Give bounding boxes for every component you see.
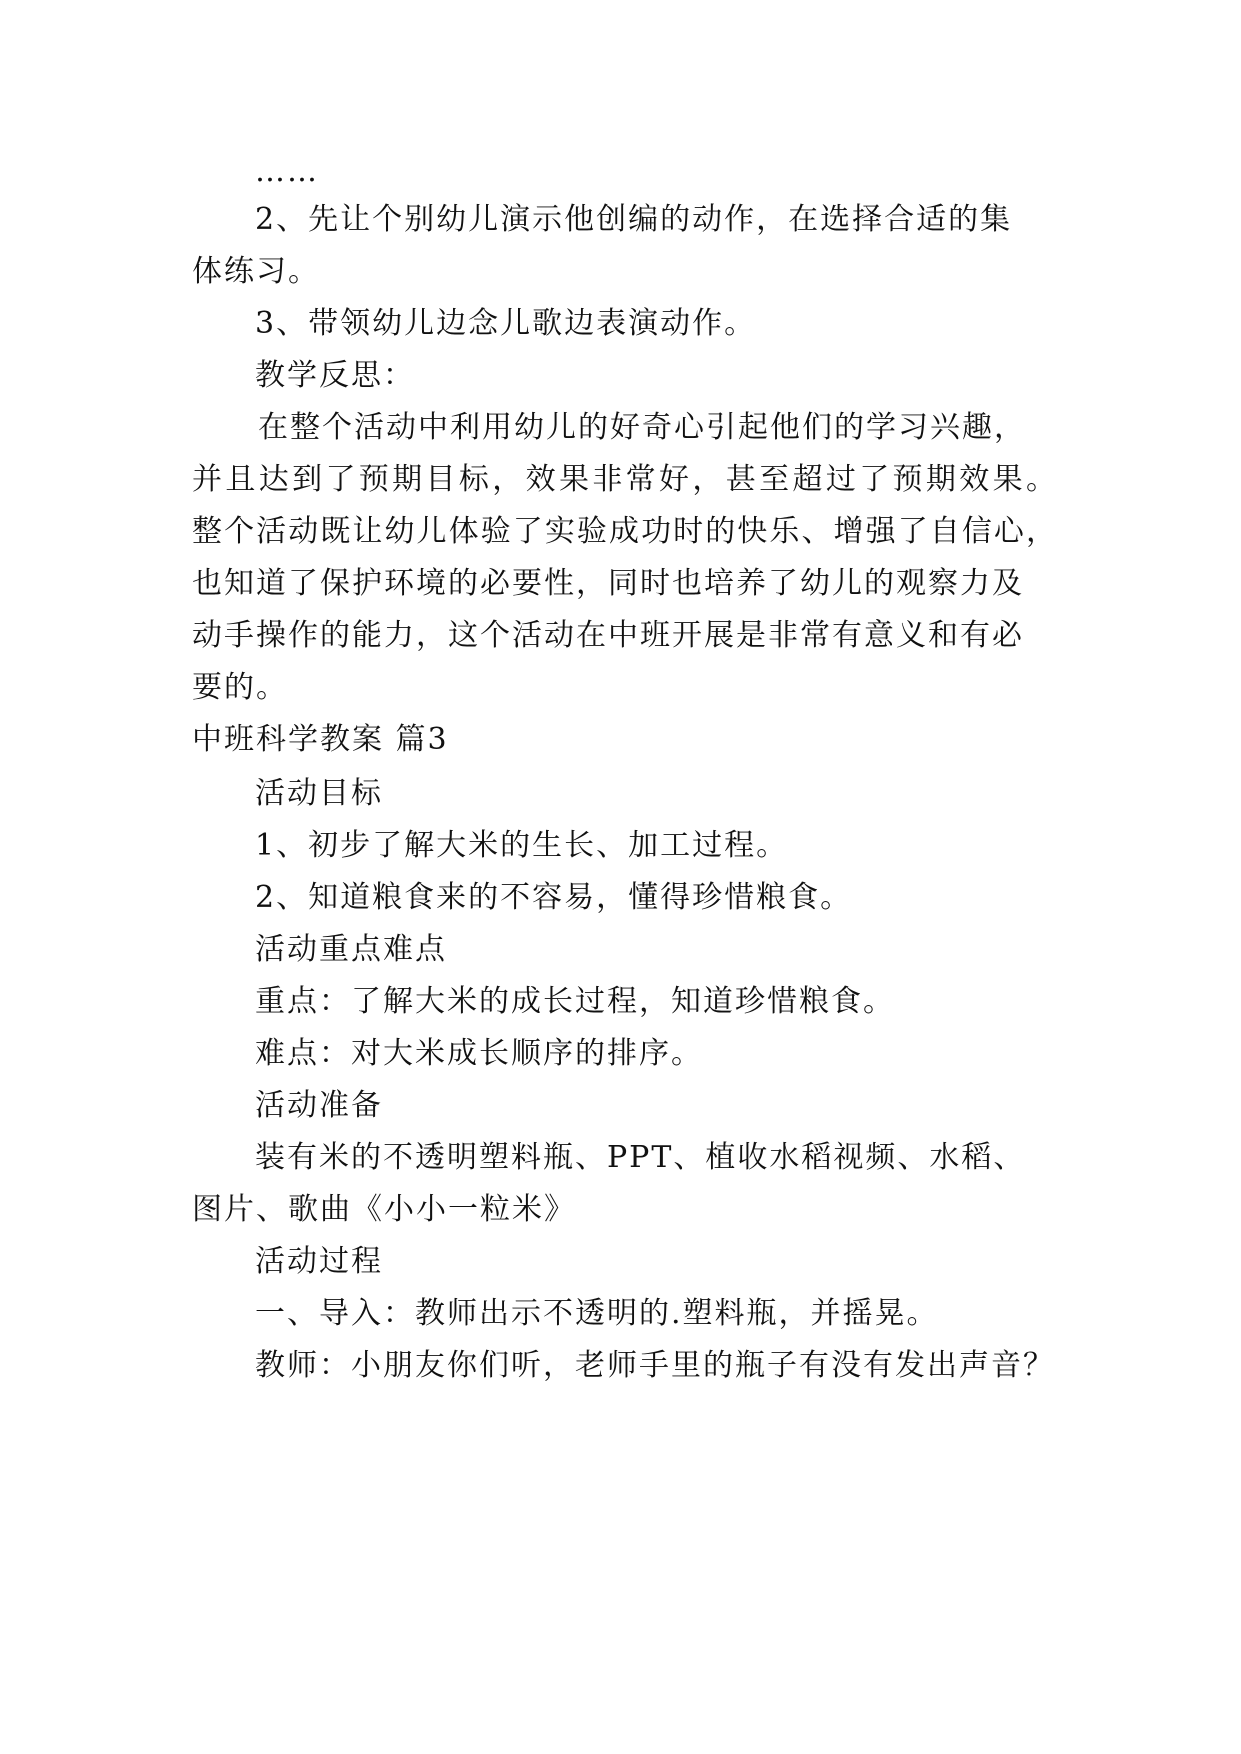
goal-1: 1、初步了解大米的生长、加工过程。 [255,828,789,863]
key-point: 重点：了解大米的成长过程，知道珍惜粮食。 [255,984,895,1019]
keypoints-heading: 活动重点难点 [255,932,447,967]
difficulty: 难点：对大米成长顺序的排序。 [255,1036,703,1071]
prep-line-1: 装有米的不透明塑料瓶、PPT、植收水稻视频、水稻、 [255,1140,1026,1175]
goals-heading: 活动目标 [255,776,383,811]
step-2-line-2: 体练习。 [192,254,320,289]
reflection-line-3: 整个活动既让幼儿体验了实验成功时的快乐、增强了自信心， [192,514,1058,549]
process-line-1: 一、导入：教师出示不透明的.塑料瓶，并摇晃。 [255,1296,939,1331]
section-title: 中班科学教案 篇3 [192,722,449,757]
reflection-line-5: 动手操作的能力，这个活动在中班开展是非常有意义和有必 [192,618,1024,653]
process-heading: 活动过程 [255,1244,383,1279]
process-line-2: 教师：小朋友你们听，老师手里的瓶子有没有发出声音？ [255,1348,1055,1383]
ellipsis-line: …… [255,154,319,189]
reflection-heading: 教学反思： [255,358,415,393]
reflection-line-4: 也知道了保护环境的必要性，同时也培养了幼儿的观察力及 [192,566,1024,601]
step-3: 3、带领幼儿边念儿歌边表演动作。 [255,306,757,341]
reflection-line-1: 在整个活动中利用幼儿的好奇心引起他们的学习兴趣， [258,410,1026,445]
goal-2: 2、知道粮食来的不容易，懂得珍惜粮食。 [255,880,853,915]
reflection-line-6: 要的。 [192,670,288,705]
prep-heading: 活动准备 [255,1088,383,1123]
step-2-line-1: 2、先让个别幼儿演示他创编的动作，在选择合适的集 [255,202,1013,237]
reflection-line-2: 并且达到了预期目标，效果非常好，甚至超过了预期效果。 [192,462,1058,497]
prep-line-2: 图片、歌曲《小小一粒米》 [192,1192,576,1227]
